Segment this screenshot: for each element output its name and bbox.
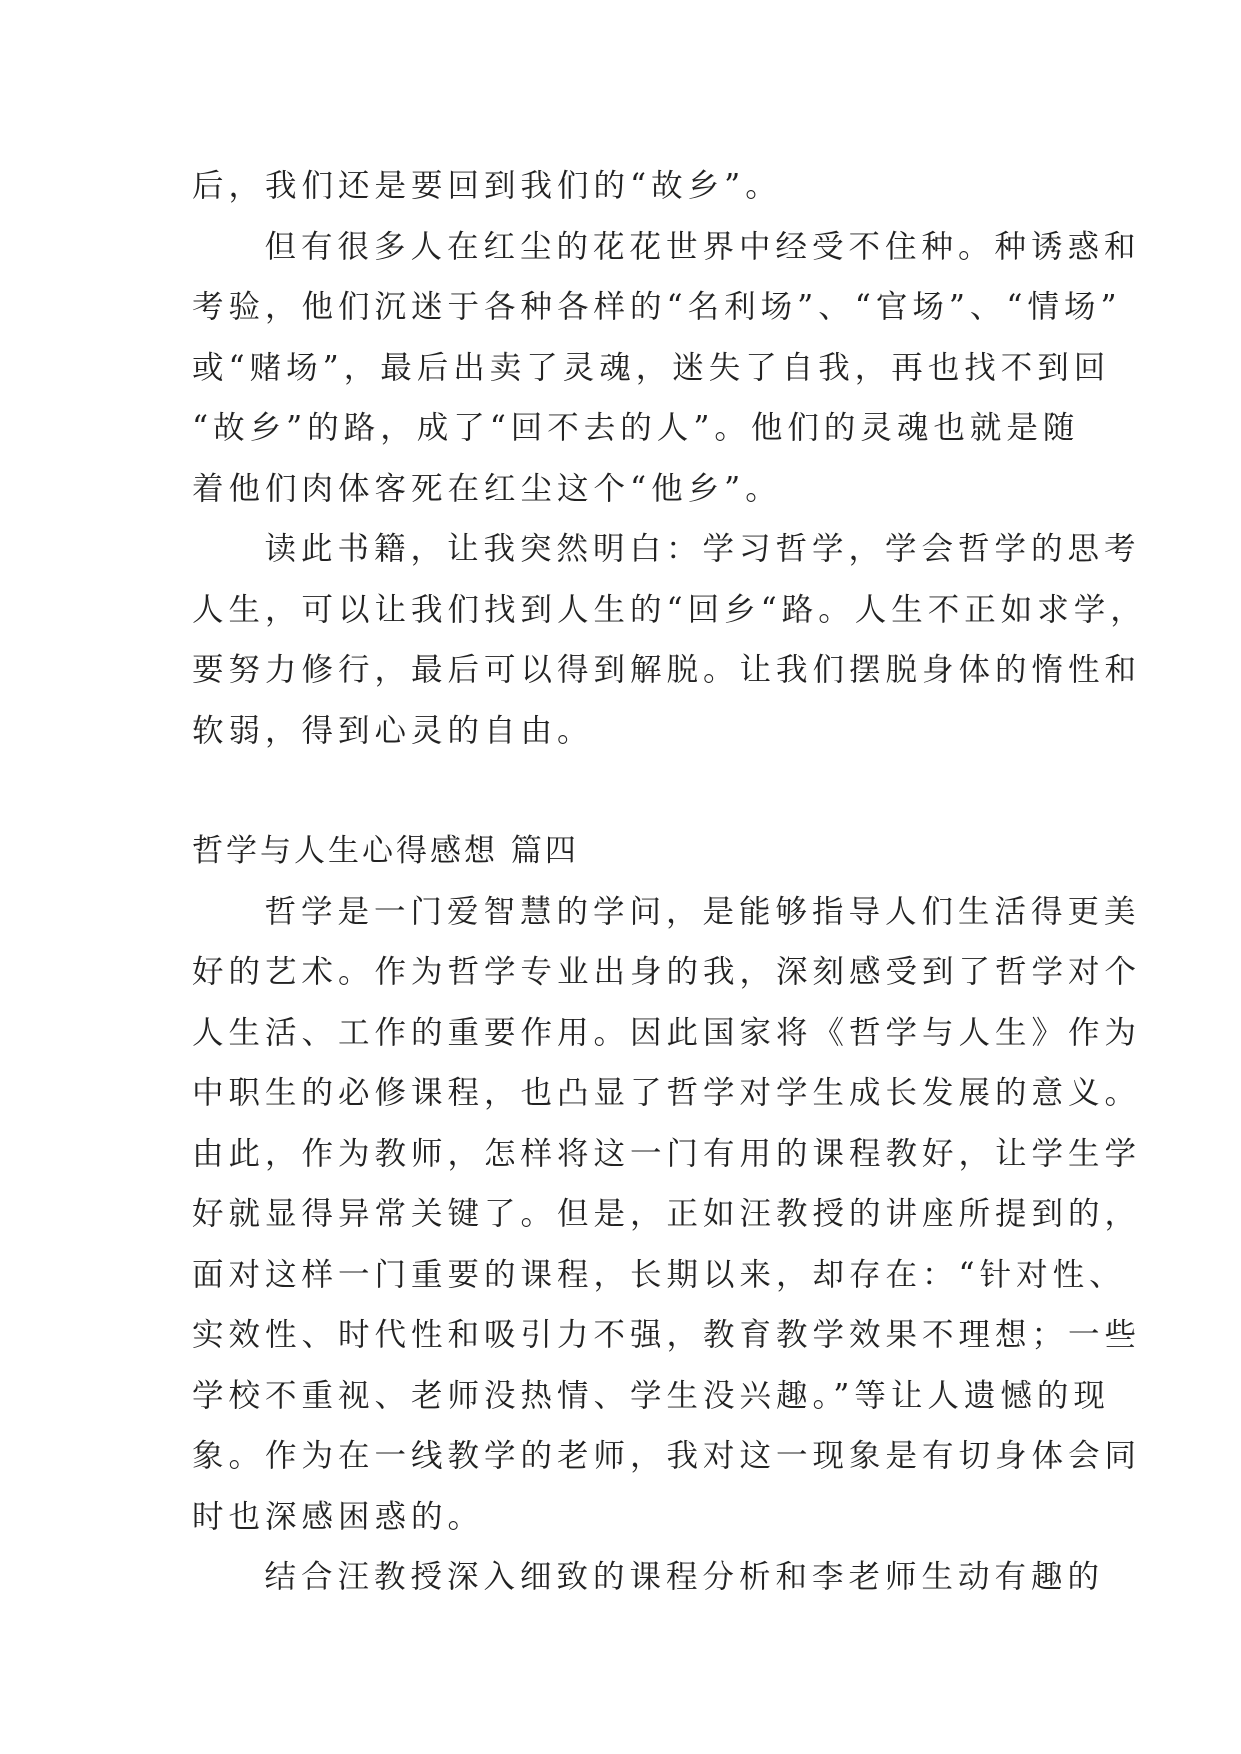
text-line: 人生，可以让我们找到人生的“回乡“路。人生不正如求学， [192, 591, 1147, 628]
text-line: 要努力修行，最后可以得到解脱。让我们摆脱身体的惰性和 [192, 652, 1142, 688]
text-line: 但有很多人在红尘的花花世界中经受不住种。种诱惑和 [264, 228, 1141, 265]
text-line: 后，我们还是要回到我们的“故乡”。 [192, 168, 782, 204]
text-line: 时也深感困惑的。 [192, 1498, 485, 1535]
text-line: 学校不重视、老师没热情、学生没兴趣。”等让人遗憾的现 [192, 1377, 1110, 1414]
text-line: 读此书籍，让我突然明白：学习哲学，学会哲学的思考 [264, 531, 1141, 567]
text-line: 哲学是一门爱智慧的学问，是能够指导人们生活得更美 [264, 893, 1141, 930]
text-line: 结合汪教授深入细致的课程分析和李老师生动有趣的 [264, 1559, 1104, 1595]
text-line: 或“赌场”，最后出卖了灵魂，迷失了自我，再也找不到回 [192, 349, 1111, 386]
section-heading: 哲学与人生心得感想 篇四 [192, 833, 579, 869]
paragraph-2 [192, 217, 1141, 520]
text-line: “故乡”的路，成了“回不去的人”。他们的灵魂也就是随 [192, 410, 1080, 446]
text-line: 由此，作为教师，怎样将这一门有用的课程教好，让学生学 [192, 1135, 1142, 1172]
text-line: 中职生的必修课程，也凸显了哲学对学生成长发展的意义。 [192, 1075, 1142, 1111]
text-line: 面对这样一门重要的课程，长期以来，却存在：“针对性、 [192, 1256, 1126, 1293]
text-line: 好的艺术。作为哲学专业出身的我，深刻感受到了哲学对个 [192, 954, 1142, 990]
text-line: 象。作为在一线教学的老师，我对这一现象是有切身体会同 [192, 1438, 1142, 1474]
text-line: 人生活、工作的重要作用。因此国家将《哲学与人生》作为 [192, 1014, 1142, 1051]
text-line: 软弱，得到心灵的自由。 [192, 712, 594, 749]
text-line: 着他们肉体客死在红尘这个“他乡”。 [192, 470, 782, 507]
paragraph-4 [192, 882, 1142, 1548]
document-body [192, 156, 1147, 1608]
paragraph-3 [192, 519, 1147, 761]
paragraph-1 [192, 156, 1067, 217]
paragraph-5 [192, 1547, 1104, 1608]
text-line: 好就显得异常关键了。但是，正如汪教授的讲座所提到的， [192, 1196, 1142, 1232]
text-line: 实效性、时代性和吸引力不强，教育教学效果不理想；一些 [192, 1317, 1142, 1353]
text-line: 考验，他们沉迷于各种各样的“名利场”、“官场”、“情场” [192, 289, 1122, 325]
